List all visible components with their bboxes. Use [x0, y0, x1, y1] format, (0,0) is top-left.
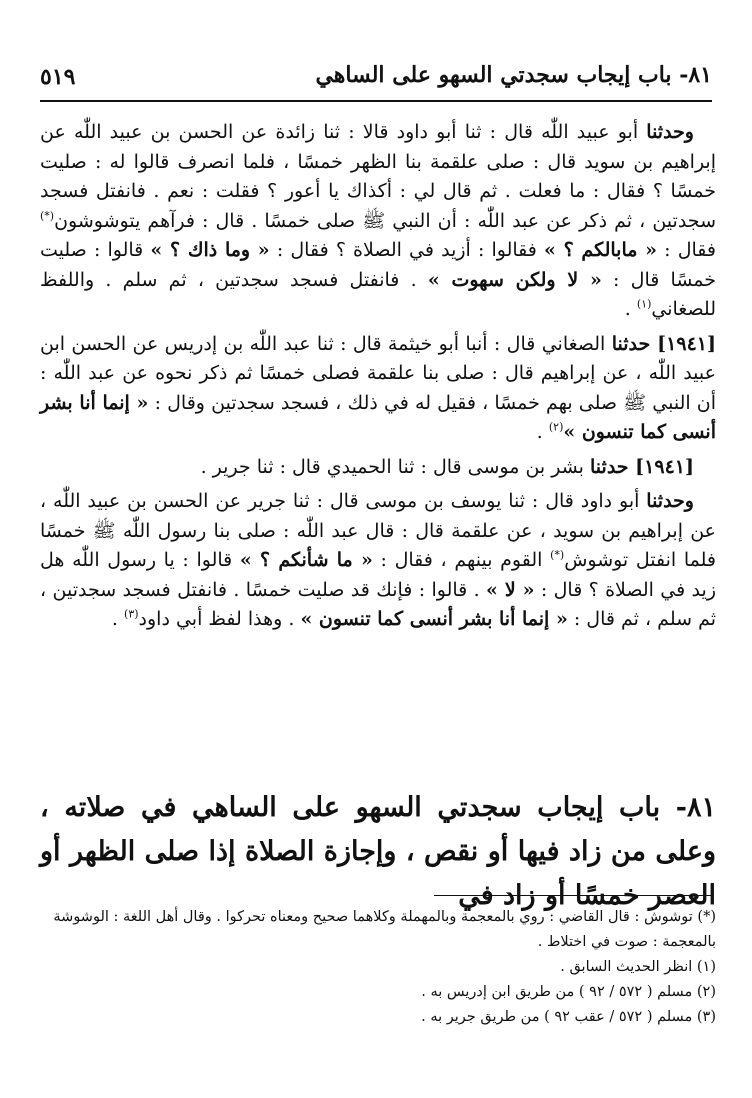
running-title: ٨١- باب إيجاب سجدتي السهو على الساهي [315, 62, 712, 88]
chapter-heading: ٨١- باب إيجاب سجدتي السهو على الساهي في صلاته ، وعلى من زاد فيها أو نقص ، وإجازة الصلاة إذا صلى الظهر أو العصر خمسًا أو زاد في [40, 792, 716, 911]
hadith-number: [١٩٤١] [635, 455, 694, 478]
text-segment: بشر بن موسى قال : ثنا الحميدي قال : ثنا جرير . [200, 455, 591, 478]
narration-lead: وحدثنا [646, 490, 694, 512]
footnote-ref: (٢) [548, 420, 564, 434]
footnote-ref: (*) [550, 548, 565, 562]
text-segment: . وهذا لفظ أبي داود [138, 608, 301, 630]
hadith-number: [١٩٤١] [657, 332, 716, 355]
text-segment: . [536, 421, 549, 443]
text-segment: أبو داود قال : ثنا يوسف بن موسى قال : ثنا جرير عن الحسن بن عبيد اللّٰه ، عن إبراهيم بن سويد ، عن علقمة قال : قال عبد اللّٰه : صلى بنا رسول اللّٰه ﷺ خمسًا فلما انفتل توشوش [40, 490, 717, 571]
footnote: (٣) مسلم ( ٥٧٢ / عقب ٩٢ ) من طريق جرير به . [421, 1009, 716, 1025]
main-text [40, 118, 716, 635]
footnote: (*) توشوش : قال القاضي : روي بالمعجمة وبالمهملة وكلاهما صحيح ومعناه تحركوا . وقال أهل اللغة : الوشوشة بالمعجمة : صوت في اختلاط . [53, 909, 716, 950]
text-segment: قالوا : يا رسول اللّٰه هل زيد في الصلاة ؟ قال : [40, 549, 716, 601]
hadith-paragraph [40, 118, 716, 325]
page-header [40, 60, 712, 102]
text-segment: . قالوا : فإنك قد صليت خمسًا . فانفتل فسجد سجدتين ، ثم سلم ، ثم قال : [40, 578, 716, 630]
hadith-paragraph [40, 487, 716, 635]
footnote-ref: (٣) [124, 607, 139, 621]
narration-lead: حدثنا [590, 455, 636, 478]
hadith-paragraph [40, 330, 716, 448]
quoted-saying: « إنما أنا بشر أنسى كما تنسون » [40, 391, 716, 443]
quoted-saying: « إنما أنا بشر أنسى كما تنسون » [300, 608, 568, 630]
narration-lead: حدثنا [611, 332, 658, 355]
footnote-ref: (١) [636, 297, 652, 311]
footnote: (١) انظر الحديث السابق . [560, 959, 716, 975]
quoted-saying: « وما ذاك ؟ » [150, 239, 270, 261]
footnote-divider [434, 895, 712, 896]
footnote: (٢) مسلم ( ٥٧٢ / ٩٢ ) من طريق ابن إدريس به . [421, 984, 716, 1000]
text-segment: . فانفتل فسجد سجدتين ، ثم سلم . واللفظ للصغاني [40, 268, 716, 320]
text-segment: أبو عبيد اللّٰه قال : ثنا أبو داود قالا : ثنا زائدة عن الحسن بن عبيد اللّٰه عن إبراهيم بن سويد قال : صلى علقمة بنا الظهر خمسًا ، فلما انصرف قالوا له : صليت خمسًا ؟ فقال : ما فعلت . ثم قال لي : أكذاك يا أعور ؟ فقلت : نعم . فانفتل فسجد سجدتين ، ثم ذكر عن عبد اللّٰه : أن النبي ﷺ صلى خمسًا . قال : فرآهم يتوشوشون [40, 121, 716, 232]
text-segment: فقالوا : أزيد في الصلاة ؟ فقال : [269, 239, 545, 261]
hadith-paragraph [40, 453, 716, 483]
footnote-ref: (*) [40, 209, 55, 223]
text-segment: . [624, 298, 637, 320]
narration-lead: وحدثنا [646, 121, 694, 143]
text-segment: . [111, 608, 125, 630]
text-segment: قالوا : صليت خمسًا قال : [40, 239, 717, 291]
quoted-saying: « ما شأنكم ؟ » [239, 549, 373, 571]
quoted-saying: « لا » [486, 578, 535, 601]
quoted-saying: « مابالكم ؟ » [544, 239, 658, 261]
quoted-saying: « لا ولكن سهوت » [427, 268, 602, 291]
text-segment: فقال : [657, 239, 716, 261]
footnotes [40, 905, 716, 1030]
text-segment: الصغاني قال : أنبا أبو خيثمة قال : ثنا عبد اللّٰه بن إدريس عن الحسن ابن عبيد اللّٰه ، عن إبراهيم قال : صلى بنا علقمة فصلى خمسًا ثم ذكر نحوه عن عبد اللّٰه : أن النبي ﷺ صلى بهم خمسًا ، فقيل له في ذلك ، فسجد سجدتين وقال : [40, 332, 717, 414]
text-segment: القوم بينهم ، فقال : [372, 549, 551, 571]
page-number: ٥١٩ [40, 64, 76, 90]
